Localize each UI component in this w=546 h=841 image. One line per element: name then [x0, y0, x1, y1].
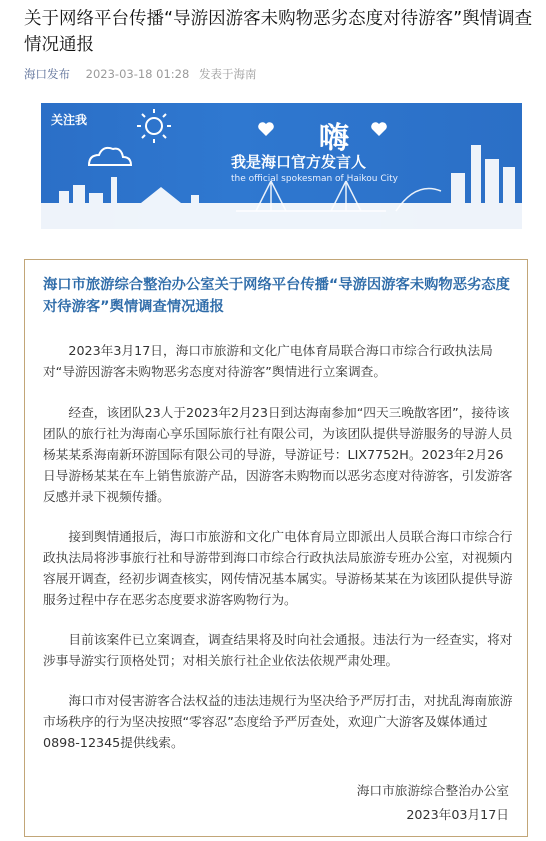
notice-title: 海口市旅游综合整治办公室关于网络平台传播“导游因游客未购物恶劣态度对待游客”舆情调查情况通报	[43, 277, 510, 315]
signature-date: 2023年03月17日	[406, 807, 509, 822]
banner-hi: 嗨	[319, 121, 349, 156]
notice-box	[24, 259, 528, 837]
paragraph-2: 经查，该团队23人于2023年2月23日到达海南参加“四天三晚散客团”，接待该团队的旅行社为海南心享乐国际旅行社有限公司，为该团队提供导游服务的导游人员杨某某系海南新环游国际有限公司的导游，导游证号：LIX7752H。2023年2月26日导游杨某某在车上销售旅游产品，因游客未购物而以恶劣态度对待游客，引发游客反感并录下视频传播。	[43, 405, 513, 504]
signature-org: 海口市旅游综合整治办公室	[356, 783, 509, 798]
follow-badge: 关注我	[51, 113, 88, 127]
sun-icon	[137, 109, 171, 143]
banner-slogan-en: the official spokesman of Haikou City	[231, 174, 398, 184]
banner-image	[41, 103, 522, 229]
cloud-icon	[89, 148, 131, 165]
paragraph-1: 2023年3月17日，海口市旅游和文化广电体育局联合海口市综合行政执法局对“导游因游客未购物恶劣态度对待游客”舆情进行立案调查。	[43, 343, 493, 379]
paragraph-4: 目前该案件已立案调查，调查结果将及时向社会通报。违法行为一经查实，将对涉事导游实行顶格处罚；对相关旅行社企业依法依规严肃处理。	[43, 632, 513, 668]
publish-location: 发表于海南	[198, 67, 257, 81]
heart-icon	[371, 122, 387, 136]
paragraph-5: 海口市对侵害游客合法权益的违法违规行为坚决给予严厉打击，对扰乱海南旅游市场秩序的行为坚决按照“零容忍”态度给予严厉查处，欢迎广大游客及媒体通过0898-12345提供线索。	[43, 693, 513, 750]
paragraph-3: 接到舆情通报后，海口市旅游和文化广电体育局立即派出人员联合海口市综合行政执法局将涉事旅行社和导游带到海口市综合行政执法局旅游专班办公室，对视频内容展开调查，经初步调查核实，网传情况基本属实。导游杨某某在为该团队提供导游服务过程中存在恶劣态度要求游客购物行为。	[43, 529, 513, 607]
publish-time: 2023-03-18 01:28	[85, 67, 190, 81]
heart-icon	[258, 122, 274, 136]
article-meta	[24, 66, 256, 82]
author-link[interactable]: 海口发布	[24, 67, 70, 81]
article-title: 关于网络平台传播“导游因游客未购物恶劣态度对待游客”舆情调查情况通报	[24, 9, 533, 55]
banner-slogan: 我是海口官方发言人	[231, 153, 367, 171]
